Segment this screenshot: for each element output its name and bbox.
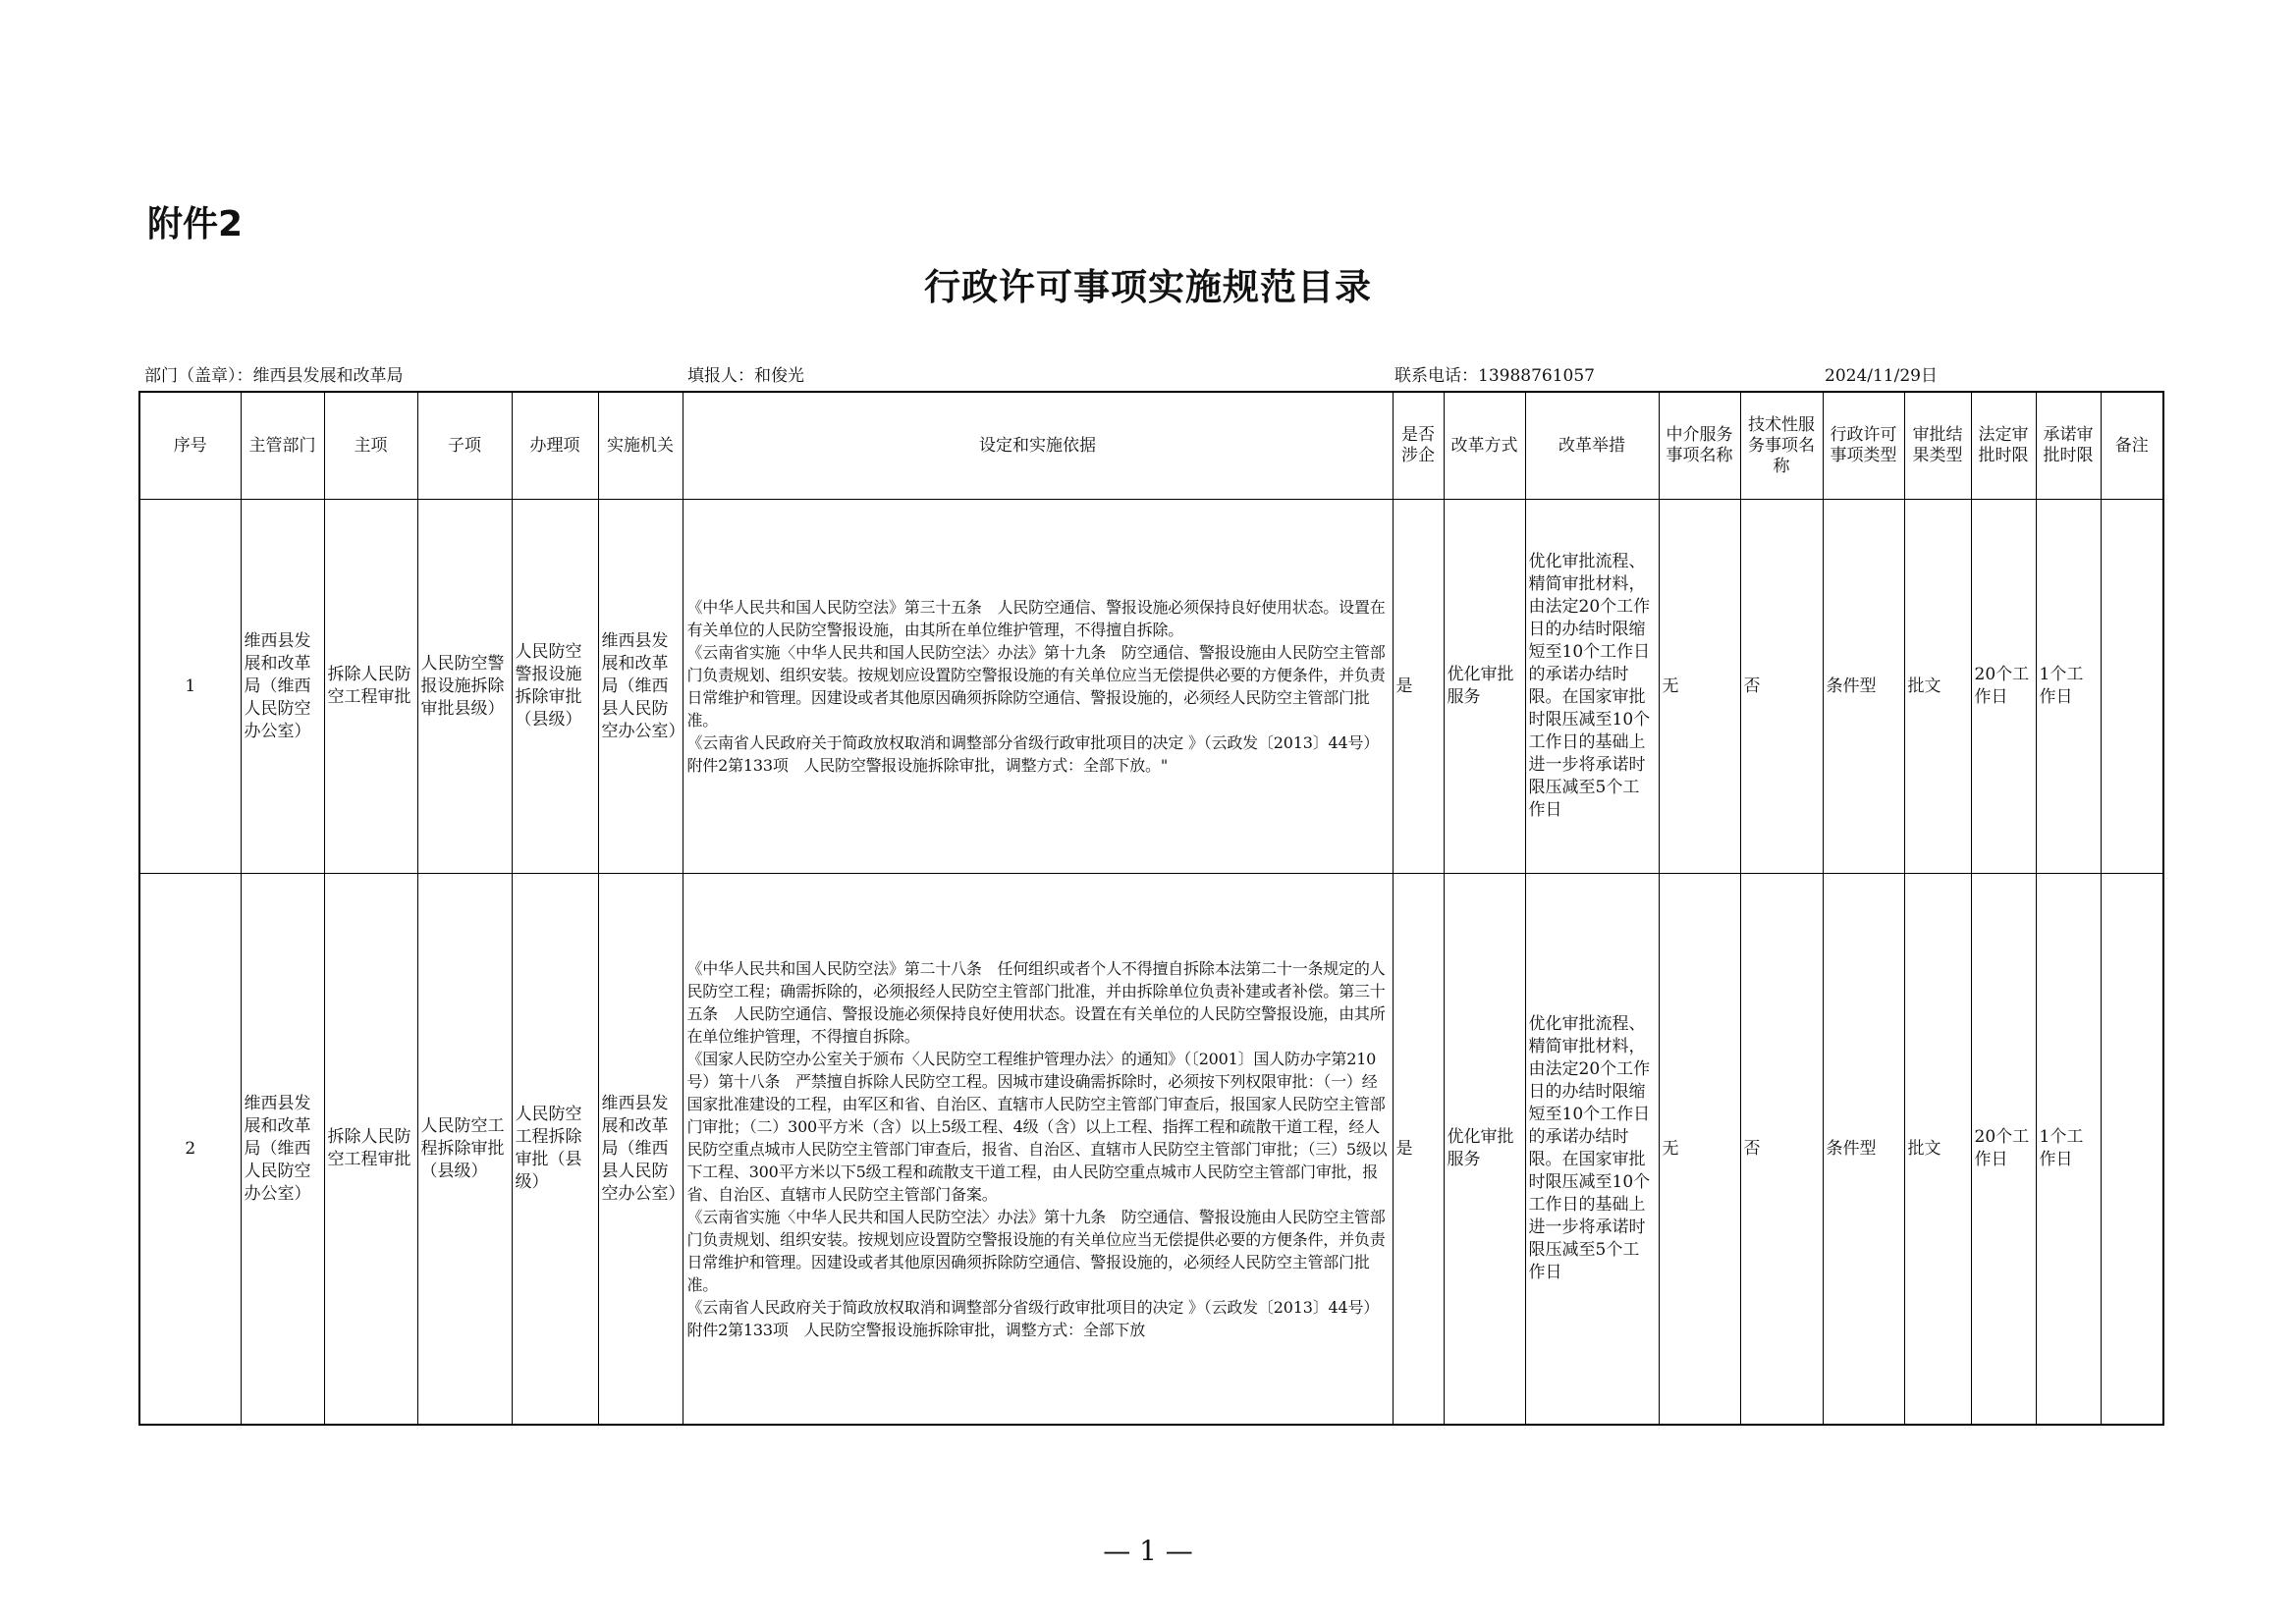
header-cell: 改革举措 <box>1525 392 1659 500</box>
legal-time-limit: 20个工作日 <box>1971 874 2036 1426</box>
supervising-department: 维西县发展和改革局（维西人民防空办公室） <box>241 874 324 1426</box>
permit-type: 条件型 <box>1823 874 1904 1426</box>
main-item: 拆除人民防空工程审批 <box>324 500 417 874</box>
reform-mode: 优化审批服务 <box>1444 874 1525 1426</box>
reform-measures: 优化审批流程、精简审批材料，由法定20个工作日的办结时限缩短至10个工作日的承诺办结时限。在国家审批时限压减至10个工作日的基础上进一步将承诺时限压减至5个工作日 <box>1525 874 1659 1426</box>
involves-enterprise: 是 <box>1393 500 1444 874</box>
legal-basis-paragraph: 《云南省实施〈中华人民共和国人民防空法〉办法》第十九条 防空通信、警报设施由人民防空主管部门负责规划、组织安装。按规划应设置防空警报设施的有关单位应当无偿提供必要的方便条件，并负责日常维护和管理。因建设或者其他原因确须拆除防空通信、警报设施的，必须经人民防空主管部门批准。 <box>686 1207 1386 1294</box>
main-item: 拆除人民防空工程审批 <box>324 874 417 1426</box>
header-cell: 技术性服务事项名称 <box>1740 392 1823 500</box>
department-info: 部门（盖章）：维西县发展和改革局 <box>144 366 404 386</box>
sub-item: 人民防空警报设施拆除审批县级） <box>417 500 512 874</box>
involves-enterprise: 是 <box>1393 874 1444 1426</box>
permit-catalog-table <box>138 391 2164 1426</box>
implementing-agency: 维西县发展和改革局（维西县人民防空办公室） <box>598 500 683 874</box>
handling-item: 人民防空工程拆除审批（县级） <box>512 874 598 1426</box>
filler-info: 填报人：和俊光 <box>687 366 804 386</box>
header-cell: 审批结果类型 <box>1904 392 1971 500</box>
remarks <box>2101 500 2163 874</box>
promised-time-limit: 1个工作日 <box>2036 874 2101 1426</box>
header-cell: 实施机关 <box>598 392 683 500</box>
implementing-agency: 维西县发展和改革局（维西县人民防空办公室） <box>598 874 683 1426</box>
legal-basis <box>683 500 1393 874</box>
header-cell: 备注 <box>2101 392 2163 500</box>
legal-basis <box>683 874 1393 1426</box>
table-row <box>139 500 2163 874</box>
result-type: 批文 <box>1904 874 1971 1426</box>
remarks <box>2101 874 2163 1426</box>
header-cell: 序号 <box>139 392 241 500</box>
promised-time-limit: 1个工作日 <box>2036 500 2101 874</box>
attachment-label: 附件2 <box>147 204 244 244</box>
header-cell: 办理项 <box>512 392 598 500</box>
row-number: 1 <box>139 500 241 874</box>
table-header-row <box>139 392 2163 500</box>
legal-basis-paragraph: 《云南省实施〈中华人民共和国人民防空法〉办法》第十九条 防空通信、警报设施由人民防空主管部门负责规划、组织安装。按规划应设置防空警报设施的有关单位应当无偿提供必要的方便条件，并负责日常维护和管理。因建设或者其他原因确须拆除防空通信、警报设施的，必须经人民防空主管部门批准。 <box>686 643 1386 730</box>
header-cell: 子项 <box>417 392 512 500</box>
header-cell: 主管部门 <box>241 392 324 500</box>
header-cell: 是否涉企 <box>1393 392 1444 500</box>
header-cell: 行政许可事项类型 <box>1823 392 1904 500</box>
reform-measures: 优化审批流程、精简审批材料，由法定20个工作日的办结时限缩短至10个工作日的承诺办结时限。在国家审批时限压减至10个工作日的基础上进一步将承诺时限压减至5个工作日 <box>1525 500 1659 874</box>
intermediary-service: 无 <box>1659 874 1740 1426</box>
header-cell: 主项 <box>324 392 417 500</box>
page-number: — 1 — <box>1103 1535 1193 1567</box>
legal-basis-paragraph: 《国家人民防空办公室关于颁布〈人民防空工程维护管理办法〉的通知》（〔2001〕国人防办字第210号）第十八条 严禁擅自拆除人民防空工程。因城市建设确需拆除时，必须按下列权限审批：（一）经国家批准建设的工程，由军区和省、自治区、直辖市人民防空主管部门审查后，报国家人民防空主管部门审批；（二）300平方米（含）以上5级工程、4级（含）以上工程、指挥工程和疏散干道工程，经人民防空重点城市人民防空主管部门审查后，报省、自治区、直辖市人民防空主管部门审批；（三）5级以下工程、300平方米以下5级工程和疏散支干道工程，由人民防空重点城市人民防空主管部门审批，报省、自治区、直辖市人民防空主管部门备案。 <box>686 1049 1388 1204</box>
legal-basis-paragraph: 《云南省人民政府关于简政放权取消和调整部分省级行政审批项目的决定 》（云政发〔2013〕44号）附件2第133项 人民防空警报设施拆除审批，调整方式：全部下放。" <box>686 733 1380 775</box>
legal-basis-paragraph: 《中华人民共和国人民防空法》第三十五条 人民防空通信、警报设施必须保持良好使用状态。设置在有关单位的人民防空警报设施，由其所在单位维护管理，不得擅自拆除。 <box>686 598 1386 639</box>
header-cell: 承诺审批时限 <box>2036 392 2101 500</box>
reform-mode: 优化审批服务 <box>1444 500 1525 874</box>
technical-service: 否 <box>1740 500 1823 874</box>
date-info: 2024/11/29日 <box>1825 366 1938 386</box>
table-row <box>139 874 2163 1426</box>
intermediary-service: 无 <box>1659 500 1740 874</box>
technical-service: 否 <box>1740 874 1823 1426</box>
document-title: 行政许可事项实施规范目录 <box>924 266 1372 308</box>
header-cell: 设定和实施依据 <box>683 392 1393 500</box>
row-number: 2 <box>139 874 241 1426</box>
supervising-department: 维西县发展和改革局（维西人民防空办公室） <box>241 500 324 874</box>
sub-item: 人民防空工程拆除审批（县级） <box>417 874 512 1426</box>
legal-time-limit: 20个工作日 <box>1971 500 2036 874</box>
legal-basis-paragraph: 《云南省人民政府关于简政放权取消和调整部分省级行政审批项目的决定 》（云政发〔2013〕44号）附件2第133项 人民防空警报设施拆除审批，调整方式：全部下放 <box>686 1297 1380 1339</box>
legal-basis-paragraph: 《中华人民共和国人民防空法》第二十八条 任何组织或者个人不得擅自拆除本法第二十一条规定的人民防空工程；确需拆除的，必须报经人民防空主管部门批准，并由拆除单位负责补建或者补偿。第三十五条 人民防空通信、警报设施必须保持良好使用状态。设置在有关单位的人民防空警报设施，由其所在单位维护管理，不得擅自拆除。 <box>686 958 1386 1046</box>
permit-type: 条件型 <box>1823 500 1904 874</box>
header-cell: 法定审批时限 <box>1971 392 2036 500</box>
handling-item: 人民防空警报设施拆除审批（县级） <box>512 500 598 874</box>
header-cell: 中介服务事项名称 <box>1659 392 1740 500</box>
result-type: 批文 <box>1904 500 1971 874</box>
phone-info: 联系电话：13988761057 <box>1394 366 1595 386</box>
header-cell: 改革方式 <box>1444 392 1525 500</box>
